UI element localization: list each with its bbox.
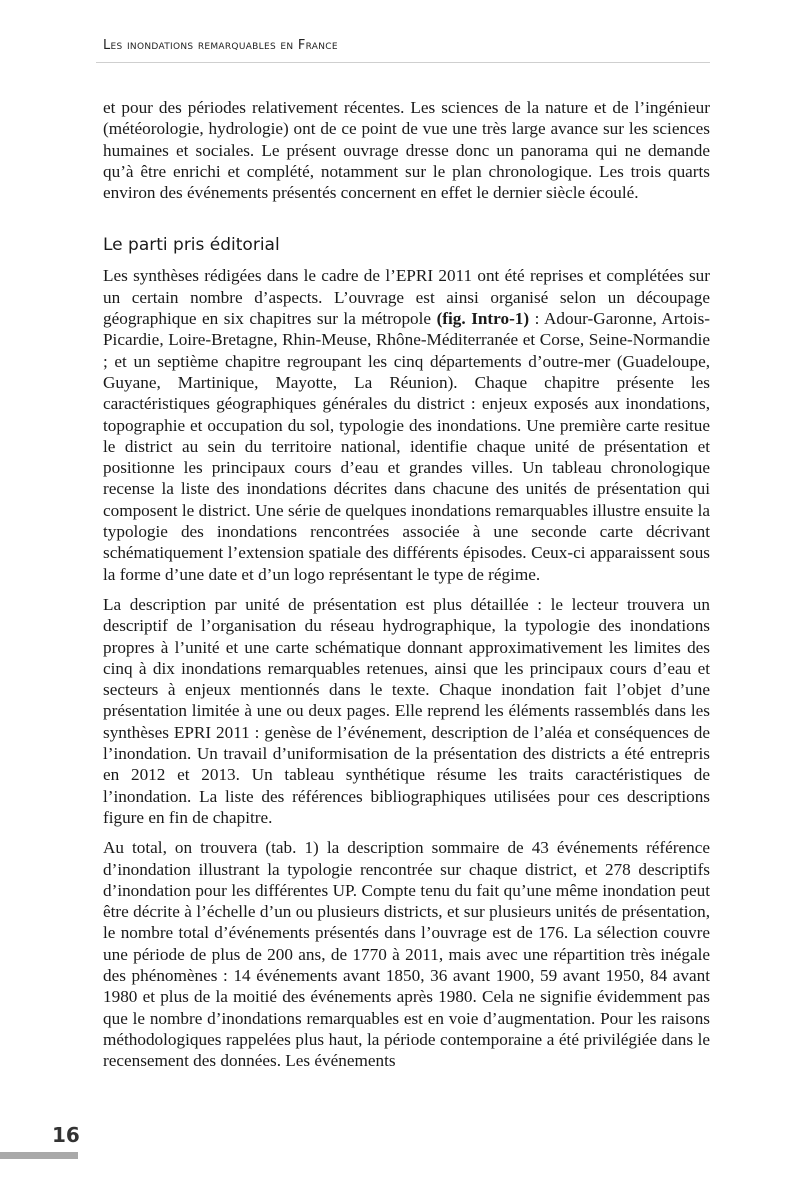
paragraph-unit-description: La description par unité de présentation est plus détaillée : le lecteur trouvera un descriptif de l’organisation du réseau hydrographique, la typologie des inondations propres à l’unité et une carte schématique donnant approximativement les limites des cinq à dix inondations remarquables retenues, ainsi que les principaux cours d’eau et secteurs à enjeux mentionnés dans le texte. Chaque inondation fait l’objet d’une présentation limitée à une ou deux pages. Elle reprend les éléments rassemblés dans les synthèses EPRI 2011 : genèse de l’événement, description de l’aléa et conséquences de l’inondation. Un travail d’uniformisation de la présentation des districts a été entrepris en 2012 et 2013. Un tableau synthétique résume les traits caractéristiques de l’inondation. La liste des références bibliographiques utilisées pour ces descriptions figure en fin de chapitre. xyxy=(103,594,710,827)
page-number: 16 xyxy=(52,1123,80,1147)
paragraph-editorial-organization xyxy=(103,265,710,584)
figure-reference: (fig. Intro-1) xyxy=(436,309,530,329)
paragraph-intro-continuation: et pour des périodes relativement récentes. Les sciences de la nature et de l’ingénieur (météorologie, hydrologie) ont de ce point de vue une très large avance sur les sciences humaines et sociales. Le présent ouvrage dresse donc un panorama qui ne demande qu’à être enrichi et complété, notamment sur le plan chronologique. Les trois quarts environ des événements présentés concernent en effet le dernier siècle écoulé. xyxy=(103,98,710,203)
paragraph-text: Les synthèses rédigées dans le cadre de l’EPRI 2011 ont été reprises et complétées sur un certain nombre d’aspects. L’ouvrage est ainsi organisé selon un découpage géographique en six chapitres sur la métropole xyxy=(103,266,710,329)
running-header: Les inondations remarquables en France xyxy=(103,38,338,53)
footer-bar xyxy=(0,1152,78,1159)
page-body xyxy=(103,97,710,1080)
header-divider xyxy=(96,62,710,63)
section-heading: Le parti pris éditorial xyxy=(103,235,280,256)
paragraph-text: : Adour-Garonne, Artois-Picardie, Loire-Bretagne, Rhin-Meuse, Rhône-Méditerranée et Corse, Seine-Normandie ; et un septième chapitre regroupant les cinq départements d’outre-mer (Guadeloupe, Guyane, Martinique, Mayotte, La Réunion). Chaque chapitre présente les caractéristiques géographiques générales du district : enjeux exposés aux inondations, topographie et occupation du sol, typologie des inondations. Une première carte resitue le district au sein du territoire national, identifie chaque unité de présentation et positionne les principaux cours d’eau et grandes villes. Un tableau chronologique recense la liste des inondations décrites dans chacune des unités de présentation qui composent le district. Une série de quelques inondations remarquables illustre ensuite la typologie des inondations rencontrées associée à une seconde carte décrivant schématiquement l’extension spatiale des différents épisodes. Ceux-ci apparaissent sous la forme d’une date et d’un logo représentant le type de régime. xyxy=(103,309,711,584)
paragraph-totals: Au total, on trouvera (tab. 1) la description sommaire de 43 événements référence d’inondation illustrant la typologie rencontrée sur chaque district, et 278 descriptifs d’inondation pour les différentes UP. Compte tenu du fait qu’une même inondation peut être décrite à l’échelle d’un ou plusieurs districts, et sur plusieurs unités de présentation, le nombre total d’événements présentés dans l’ouvrage est de 176. La sélection couvre une période de plus de 200 ans, de 1770 à 2011, mais avec une répartition très inégale des phénomènes : 14 événements avant 1850, 36 avant 1900, 59 avant 1950, 84 avant 1980 et plus de la moitié des événements après 1980. Cela ne signifie évidemment pas que le nombre d’inondations remarquables est en voie d’augmentation. Pour les raisons méthodologiques rappelées plus haut, la période contemporaine a été privilégiée dans le recensement des données. Les événements xyxy=(103,838,710,1071)
